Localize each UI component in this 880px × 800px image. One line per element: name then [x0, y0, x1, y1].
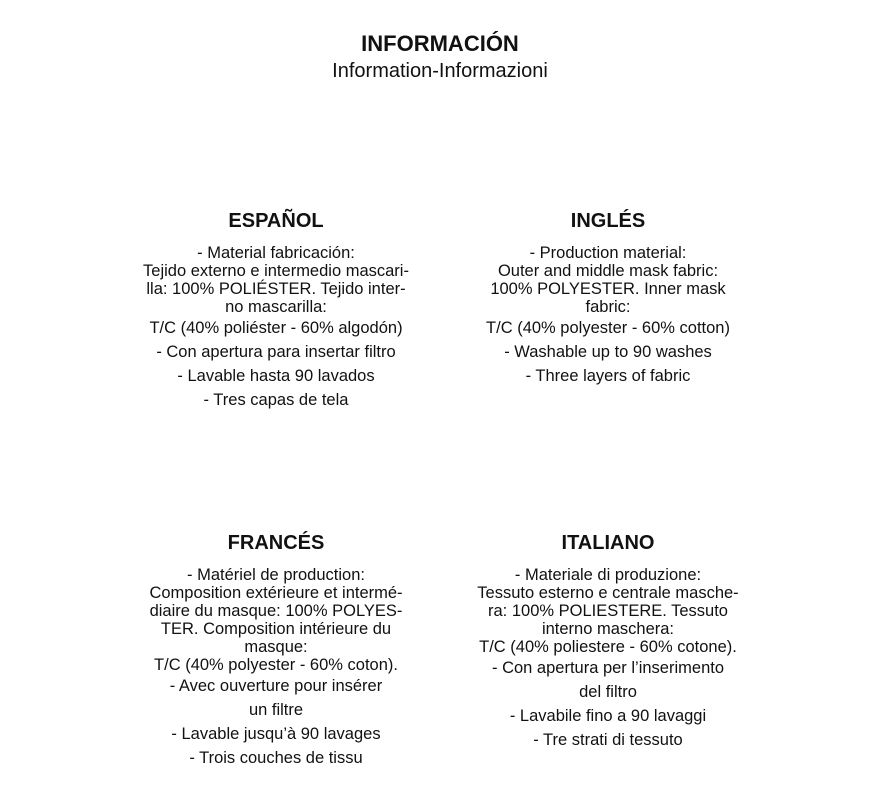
section-frances — [96, 530, 456, 770]
body-line: - Matériel de production: — [187, 566, 365, 584]
section-heading: ITALIANO — [561, 532, 655, 554]
body-line: - Washable up to 90 washes — [504, 343, 712, 361]
body-line: - Trois couches de tissu — [189, 749, 363, 767]
body-line: - Lavabile fino a 90 lavaggi — [509, 707, 707, 725]
body-line: ra: 100% POLIESTERE. Tessuto — [488, 602, 728, 620]
section-italiano — [428, 530, 788, 752]
section-heading: INGLÉS — [570, 210, 646, 232]
body-line: T/C (40% polyester - 60% cotton) — [486, 319, 730, 337]
body-line: - Tre strati di tessuto — [533, 731, 683, 749]
body-line: Composition extérieure et intermé- — [149, 584, 403, 602]
body-line: - Con apertura para insertar filtro — [156, 343, 396, 361]
body-line: un filtre — [248, 701, 304, 719]
body-line: - Tres capas de tela — [203, 391, 349, 409]
body-line: 100% POLYESTER. Inner mask — [490, 280, 726, 298]
body-line: T/C (40% polyester - 60% coton). — [154, 656, 398, 674]
body-line: fabric: — [585, 298, 631, 316]
body-line: - Production material: — [529, 244, 687, 262]
body-line: interno maschera: — [541, 620, 675, 638]
body-line: Tessuto esterno e centrale masche- — [477, 584, 739, 602]
body-line: - Lavable hasta 90 lavados — [177, 367, 375, 385]
body-line: diaire du masque: 100% POLYES- — [149, 602, 403, 620]
body-line: - Avec ouverture pour insérer — [169, 677, 383, 695]
section-heading: FRANCÉS — [227, 532, 325, 554]
body-line: - Materiale di produzione: — [514, 566, 702, 584]
page-title: INFORMACIÓN — [361, 31, 519, 56]
body-line: - Three layers of fabric — [525, 367, 691, 385]
section-heading: ESPAÑOL — [228, 210, 324, 232]
body-line: - Con apertura per l’inserimento — [491, 659, 725, 677]
body-line: del filtro — [579, 683, 637, 701]
page-header — [0, 30, 880, 84]
body-line: Tejido externo e intermedio mascari- — [143, 262, 409, 280]
body-line: TER. Composition intérieure du — [160, 620, 392, 638]
page-subtitle: Information-Informazioni — [332, 60, 548, 82]
body-line: no mascarilla: — [225, 298, 327, 316]
body-line: T/C (40% poliestere - 60% cotone). — [479, 638, 737, 656]
body-line: masque: — [244, 638, 308, 656]
section-ingles — [428, 208, 788, 388]
body-line: lla: 100% POLIÉSTER. Tejido inter- — [146, 280, 406, 298]
body-line: T/C (40% poliéster - 60% algodón) — [149, 319, 403, 337]
body-line: Outer and middle mask fabric: — [497, 262, 719, 280]
body-line: - Lavable jusqu’à 90 lavages — [171, 725, 381, 743]
section-espanol — [96, 208, 456, 412]
body-line: - Material fabricación: — [197, 244, 355, 262]
